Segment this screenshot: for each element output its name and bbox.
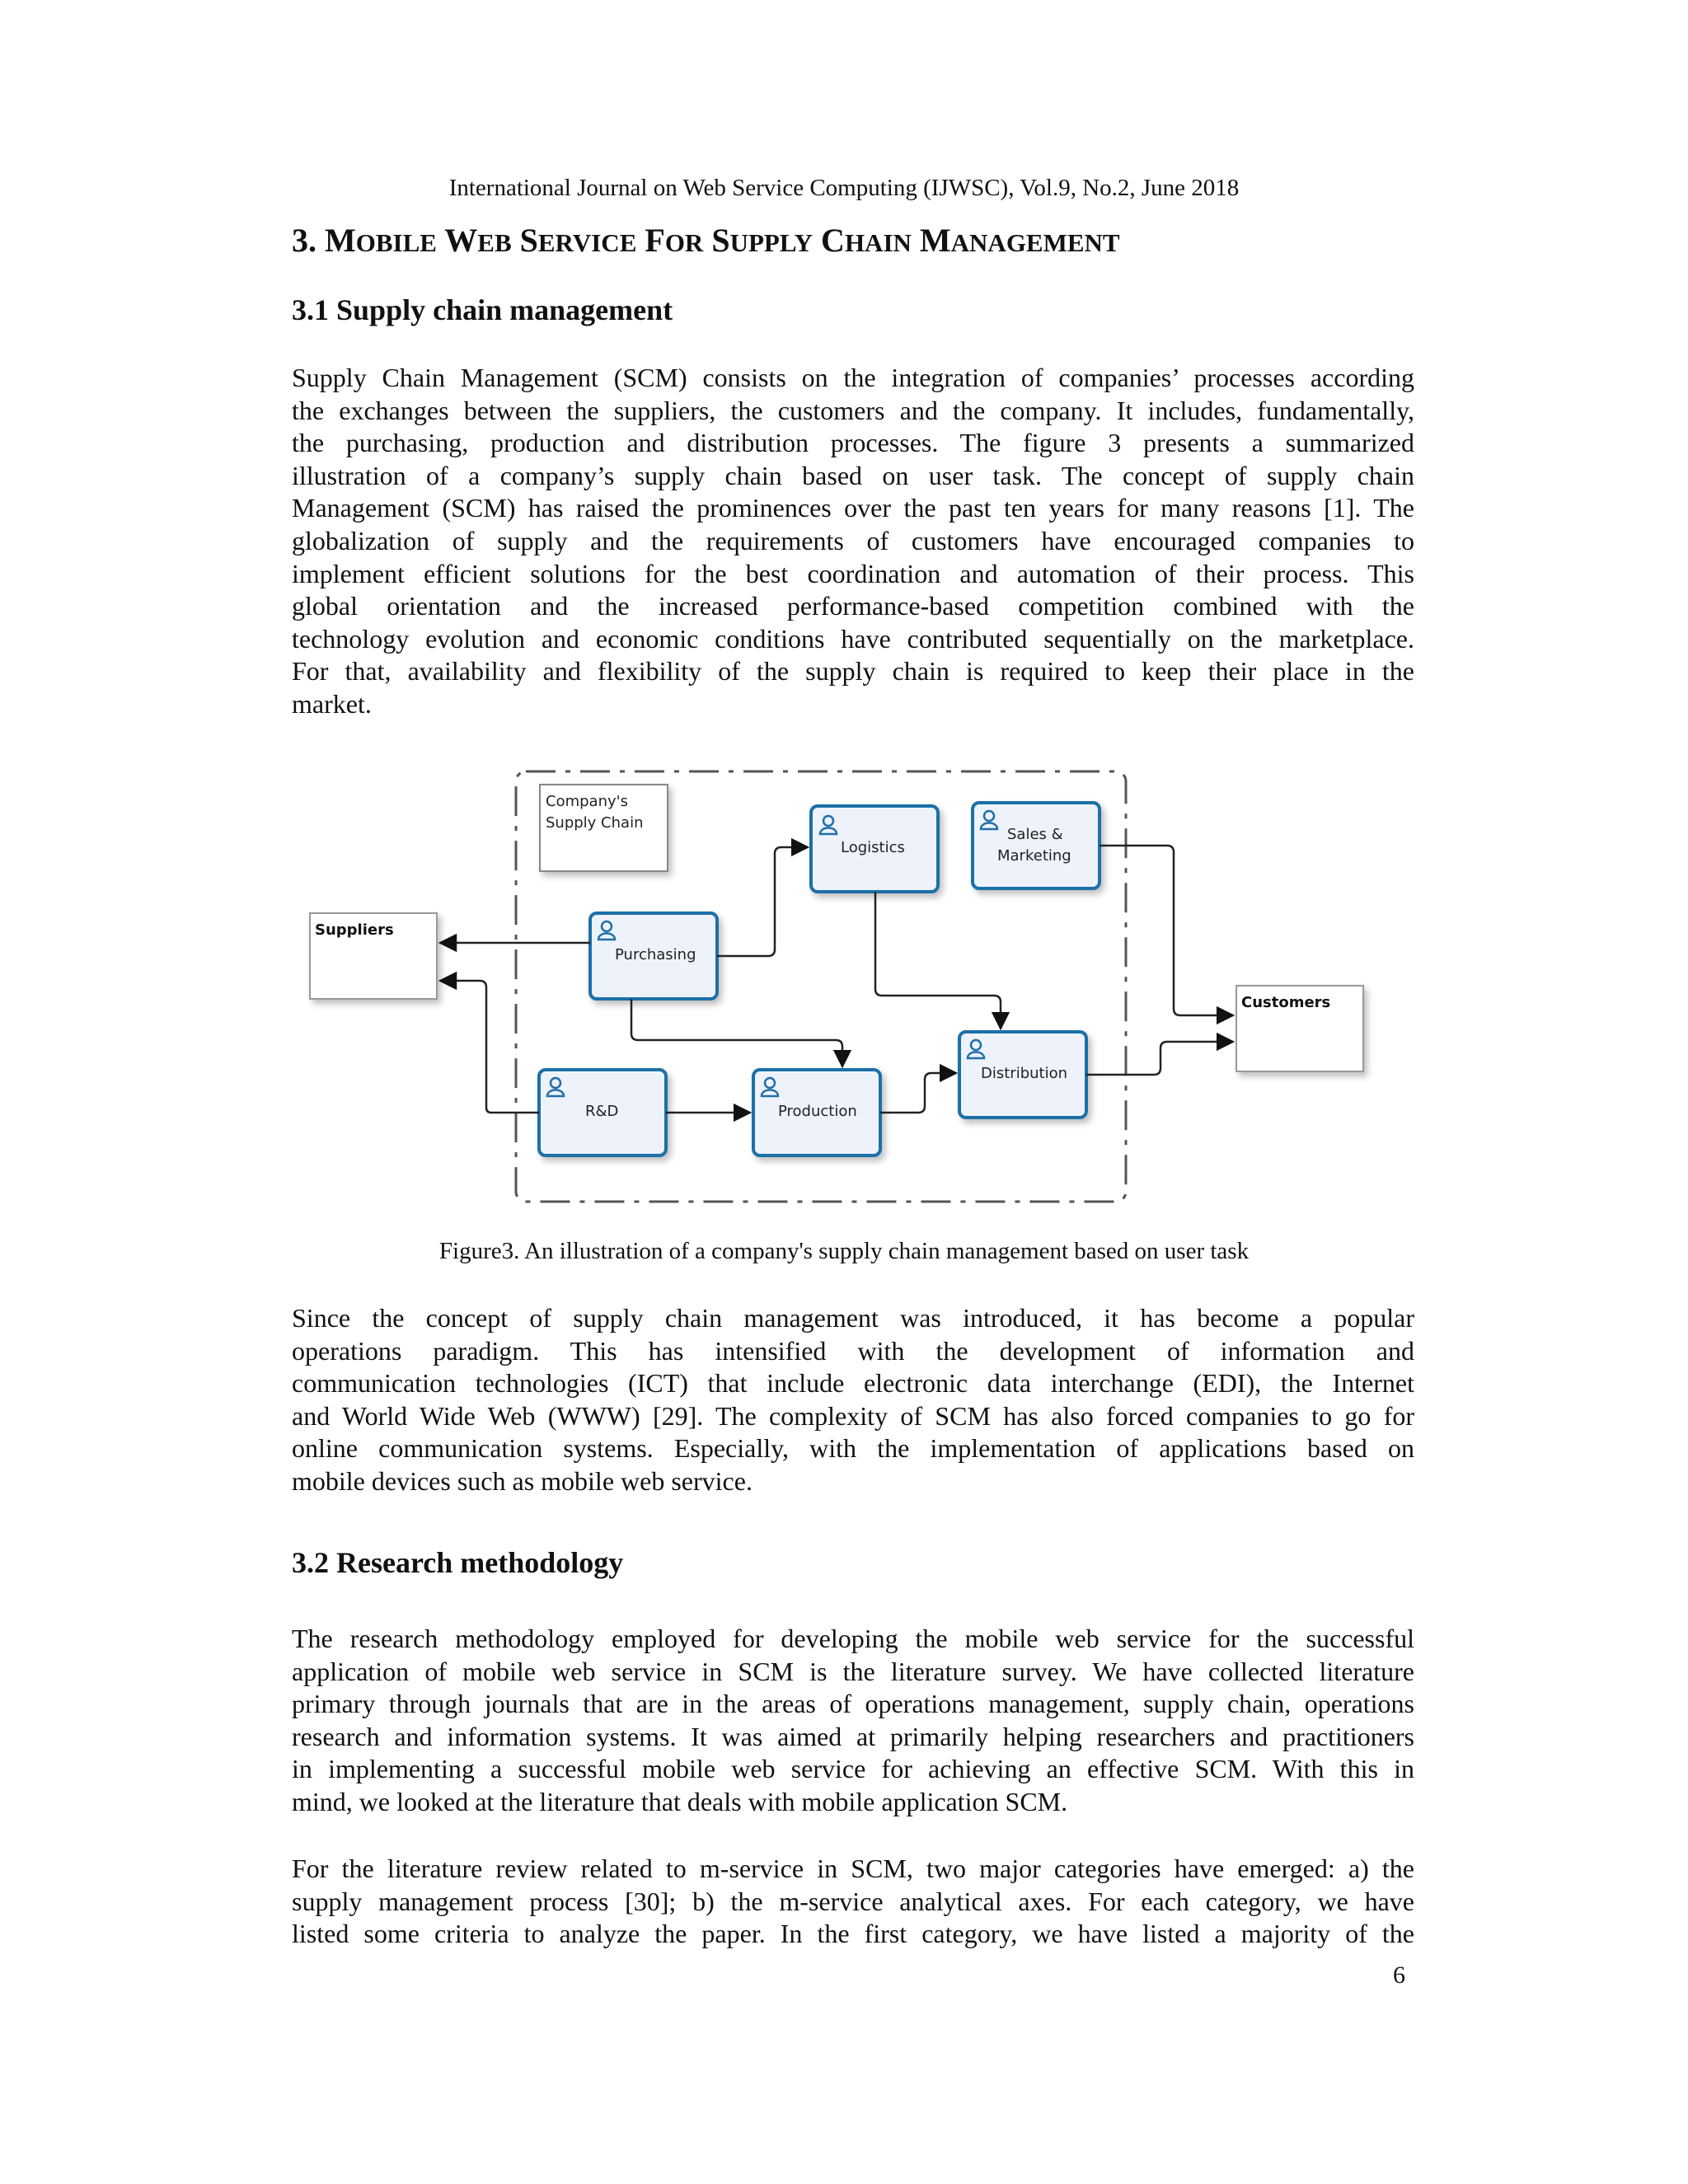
arrow-logistics-to-distribution	[875, 892, 1001, 1029]
sales-label-line2: Marketing	[997, 847, 1071, 865]
paragraph-line: implement efficient solutions for the best coordination and automation of their process. This	[292, 558, 1414, 588]
section-title: 3. MOBILE WEB SERVICE FOR SUPPLY CHAIN MANAGEMENT	[292, 222, 1120, 259]
paragraph-4	[292, 1853, 1414, 1951]
paragraph-line: the purchasing, production and distribution processes. The figure 3 presents a summarized	[292, 428, 1414, 458]
paragraph-line: primary through journals that are in the areas of operations management, supply chain, operations	[292, 1689, 1414, 1719]
company-label-line2: Supply Chain	[546, 814, 644, 832]
distribution-label: Distribution	[981, 1065, 1068, 1082]
subsection-title-3-1: 3.1 Supply chain management	[292, 293, 673, 326]
task-sales-marketing	[973, 803, 1100, 888]
paragraph-line: the exchanges between the suppliers, the customers and the company. It includes, fundamentally,	[292, 395, 1414, 425]
paragraph-line: research and information systems. It was aimed at primarily helping researchers and practitioners	[292, 1721, 1414, 1751]
figure-caption: Figure3. An illustration of a company's supply chain management based on user task	[438, 1238, 1250, 1264]
paragraph-line: application of mobile web service in SCM is the literature survey. We have collected literature	[292, 1656, 1414, 1686]
task-logistics	[811, 806, 938, 892]
logistics-label: Logistics	[841, 839, 905, 856]
customers-label: Customers	[1241, 994, 1331, 1011]
arrow-purchasing-to-logistics	[717, 847, 808, 956]
paragraph-line: Management (SCM) has raised the prominences over the past ten years for many reasons [1]. The	[292, 493, 1414, 523]
paragraph-line: For that, availability and flexibility of the supply chain is required to keep their place in the	[292, 656, 1414, 687]
sales-label-line1: Sales &	[1007, 826, 1063, 843]
company-label-line1: Company's	[546, 793, 628, 810]
paragraph-line: illustration of a company’s supply chain based on user task. The concept of supply chain	[292, 460, 1414, 490]
paragraph-line: communication technologies (ICT) that include electronic data interchange (EDI), the Internet	[292, 1368, 1414, 1399]
supply-chain-diagram	[297, 758, 1385, 1220]
paragraph-3	[292, 1623, 1414, 1819]
task-rnd	[539, 1070, 666, 1155]
arrow-purchasing-to-production	[631, 999, 842, 1066]
arrow-distribution-to-customers	[1086, 1042, 1233, 1075]
arrow-rnd-to-suppliers	[440, 981, 539, 1113]
paragraph-line: globalization of supply and the requirements of customers have encouraged companies to	[292, 525, 1414, 555]
paragraph-line: Supply Chain Management (SCM) consists on the integration of companies’ processes according	[292, 363, 1414, 392]
page-number: 6	[1393, 1961, 1405, 1989]
paragraph-line: market.	[292, 688, 372, 719]
task-purchasing	[590, 913, 717, 999]
paragraph-1	[292, 362, 1414, 721]
arrow-sales-to-customers	[1100, 846, 1233, 1015]
paragraph-2	[292, 1302, 1414, 1498]
task-production	[753, 1070, 880, 1155]
task-distribution	[959, 1032, 1086, 1118]
journal-header: International Journal on Web Service Computing (IJWSC), Vol.9, No.2, June 2018	[448, 175, 1240, 201]
company-label-box	[540, 785, 668, 871]
paragraph-line: in implementing a successful mobile web service for achieving an effective SCM. With this in	[292, 1754, 1414, 1784]
paragraph-line: mobile devices such as mobile web service.	[292, 1465, 753, 1496]
paragraph-line: For the literature review related to m-service in SCM, two major categories have emerged: a) the	[292, 1854, 1414, 1883]
paragraph-line: global orientation and the increased performance-based competition combined with the	[292, 591, 1414, 621]
paragraph-line: and World Wide Web (WWW) [29]. The complexity of SCM has also forced companies to go for	[292, 1400, 1414, 1431]
paragraph-line: Since the concept of supply chain management was introduced, it has become a popular	[292, 1303, 1414, 1333]
subsection-title-3-2: 3.2 Research methodology	[292, 1546, 624, 1579]
paragraph-line: online communication systems. Especially, with the implementation of applications based on	[292, 1433, 1414, 1464]
paragraph-line: operations paradigm. This has intensified with the development of information and	[292, 1335, 1414, 1366]
suppliers-box	[310, 913, 437, 999]
production-label: Production	[778, 1103, 857, 1120]
paragraph-line: supply management process [30]; b) the m-service analytical axes. For each category, we have	[292, 1886, 1414, 1916]
paragraph-line: mind, we looked at the literature that deals with mobile application SCM.	[292, 1786, 1068, 1816]
paragraph-line: technology evolution and economic conditions have contributed sequentially on the marketplace.	[292, 623, 1414, 654]
suppliers-label: Suppliers	[315, 921, 394, 939]
paragraph-line: listed some criteria to analyze the paper. In the first category, we have listed a majority of the	[292, 1919, 1414, 1949]
paragraph-line: The research methodology employed for developing the mobile web service for the successful	[292, 1624, 1414, 1653]
purchasing-label: Purchasing	[615, 946, 696, 963]
customers-box	[1236, 986, 1363, 1071]
rnd-label: R&D	[585, 1103, 619, 1120]
arrow-production-to-distribution	[880, 1073, 956, 1113]
